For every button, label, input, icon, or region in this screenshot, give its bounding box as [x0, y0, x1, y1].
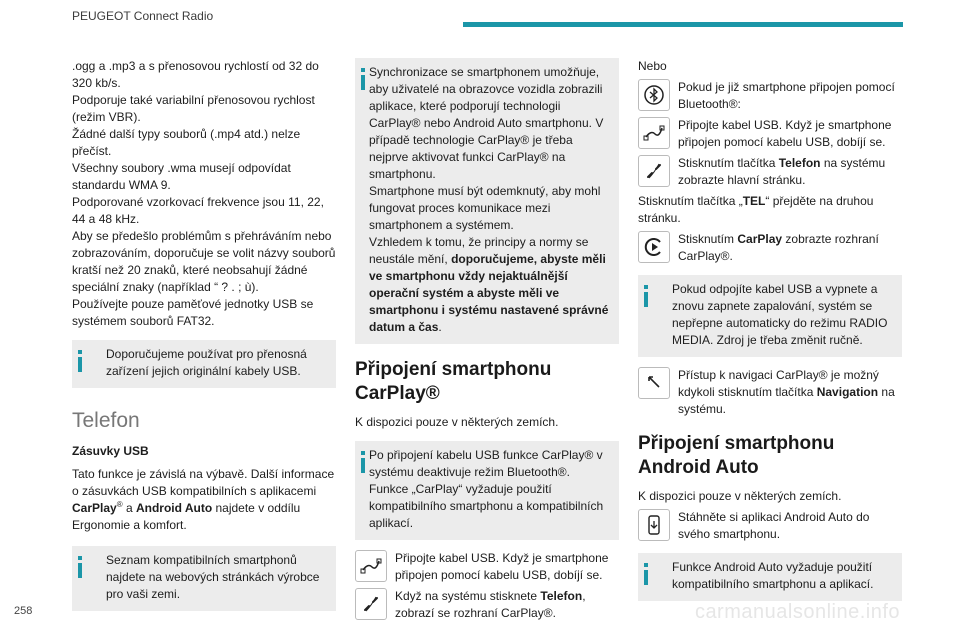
intro-line: Používejte pouze paměťové jednotky USB se systémem souborů FAT32.: [72, 297, 314, 328]
intro-line: Podporuje také variabilní přenosovou rychlost (režim VBR).: [72, 93, 315, 124]
phone-icon: [638, 155, 670, 187]
step-text: Pokud je již smartphone připojen pomocí Bluetooth®:: [678, 80, 895, 111]
note-text: Funkce „CarPlay“ vyžaduje použití kompatibilního smartphonu a kompatibilních aplikací.: [369, 482, 604, 530]
section-title: Telefon: [72, 409, 140, 432]
info-note: [638, 275, 902, 357]
carplay-icon: [638, 231, 670, 263]
phone-icon: [355, 588, 387, 620]
info-note: [355, 58, 619, 344]
intro-line: .ogg a .mp3 a s přenosovou rychlostí od 32 do 320 kb/s.: [72, 59, 319, 90]
intro-line: Aby se předešlo problémům s přehráváním nebo zobrazováním, doporučuje se volit názvy souborů kratší než 20 znaků, které neobsahují žádné speciální znaky (například “ ? . ; ù).: [72, 229, 336, 294]
info-icon: [644, 285, 648, 307]
tel-text-part: Stisknutím tlačítka „: [638, 194, 743, 208]
note-text: Vzhledem k tomu, že principy a normy se neustále mění, doporučujeme, abyste měli ve smartphonu vždy nejaktuálnější operační systém a abyste měli ve smartphonu i systému nastavené správné datum a čas.: [369, 235, 609, 334]
step-text-part: na systému.: [678, 385, 895, 416]
step-text-part: Stisknutím: [678, 232, 738, 246]
step-text-part: Když na systému stisknete: [395, 589, 541, 603]
note-text: Doporučujeme používat pro přenosná zařízení jejich originální kabely USB.: [106, 347, 307, 378]
usb-cable-icon: [638, 117, 670, 149]
step-phone: [355, 588, 619, 622]
smartphone-icon: [638, 509, 670, 541]
tel-text-part: “ přejděte na druhou stránku.: [638, 194, 874, 225]
info-note: [72, 546, 336, 611]
step-usb: [355, 550, 619, 584]
usb-text-b: najdete v oddílu Ergonomie a komfort.: [72, 501, 301, 532]
android-auto-heading: Připojení smartphonu Android Auto: [638, 433, 835, 478]
step-text: Připojte kabel USB. Když je smartphone připojen pomocí kabelu USB, dobíjí se.: [395, 551, 609, 582]
step-navigation: [638, 367, 902, 418]
step-carplay: [638, 231, 902, 265]
telefon-label: Telefon: [540, 589, 583, 603]
step-text-part: zobrazte rozhraní CarPlay®.: [678, 232, 879, 263]
step-text-part: Přístup k navigaci CarPlay® je možný kdykoli stisknutím tlačítka: [678, 368, 879, 399]
column-3: [638, 58, 902, 611]
navigation-label: Navigation: [816, 385, 879, 399]
carplay-label: CarPlay: [72, 501, 117, 515]
step-bluetooth: [638, 79, 902, 113]
carplay-label: CarPlay: [737, 232, 783, 246]
info-icon: [78, 556, 82, 578]
step-text-part: na systému zobrazte hlavní stránku.: [678, 156, 886, 187]
note-text: Seznam kompatibilních smartphonů najdete na webových stránkách výrobce pro vaši zemi.: [106, 553, 320, 601]
column-2: [355, 58, 619, 626]
step-usb: [638, 117, 902, 151]
info-icon: [78, 350, 82, 372]
info-icon: [361, 451, 365, 473]
note-text: Po připojení kabelu USB funkce CarPlay® v systému deaktivuje režim Bluetooth®.: [369, 448, 603, 479]
step-telefon: [638, 155, 902, 189]
usb-paragraph: Tato funkce je závislá na výbavě. Další informace o zásuvkách USB kompatibilních s aplikacemi CarPlay® a Android Auto najdete v oddílu Ergonomie a komfort.: [72, 467, 335, 532]
info-note: [355, 441, 619, 540]
step-text: [395, 588, 619, 622]
step-text: Stáhněte si aplikaci Android Auto do svého smartphonu.: [678, 510, 870, 541]
intro-line: Podporované vzorkovací frekvence jsou 11, 22, 44 a 48 kHz.: [72, 195, 324, 226]
navigation-icon: [638, 367, 670, 399]
header-accent-bar: [463, 22, 903, 27]
step-text-part: Stisknutím tlačítka: [678, 156, 779, 170]
info-note: [638, 553, 902, 601]
step-text-part: , zobrazí se rozhraní CarPlay®.: [395, 589, 586, 620]
info-note: [72, 340, 336, 388]
note-text: Funkce Android Auto vyžaduje použití kompatibilního smartphonu a aplikací.: [672, 560, 874, 591]
step-text: [678, 231, 902, 265]
column-1: [72, 58, 336, 621]
note-text-bold: doporučujeme, abyste měli ve smartphonu vždy nejaktuálnější operační systém a abyste měli ve smartphonu i systému nastavené správné datum a čas: [369, 252, 609, 334]
step-text: [678, 367, 902, 418]
step-text: [678, 155, 902, 189]
info-icon: [644, 563, 648, 585]
page-number: 258: [14, 605, 33, 617]
subheading: Zásuvky USB: [72, 444, 149, 458]
usb-and: a: [122, 501, 136, 515]
android-auto-label: Android Auto: [135, 501, 213, 515]
telefon-label: Telefon: [778, 156, 821, 170]
note-text-part: Vzhledem k tomu, že principy a normy se neustále mění,: [369, 235, 589, 266]
usb-text-a: Tato funkce je závislá na výbavě. Další informace o zásuvkách USB kompatibilních s aplikacemi: [72, 467, 335, 498]
note-text: Pokud odpojíte kabel USB a vypnete a znovu zapnete zapalování, systém se nepřepne automaticky do režimu RADIO MEDIA. Zdroj je třeba změnit ručně.: [672, 282, 888, 347]
or-text: Nebo: [638, 59, 667, 73]
step-download: [638, 509, 902, 543]
tel-paragraph: [638, 193, 902, 227]
tel-label: TEL: [742, 194, 766, 208]
intro-line: Žádné další typy souborů (.mp4 atd.) nelze přečíst.: [72, 127, 301, 158]
bluetooth-icon: [638, 79, 670, 111]
availability-text: K dispozici pouze v některých zemích.: [638, 489, 842, 503]
usb-cable-icon: [355, 550, 387, 582]
watermark: carmanualsonline.info: [694, 601, 900, 623]
header-title: PEUGEOT Connect Radio: [72, 9, 214, 23]
carplay-heading: Připojení smartphonu CarPlay®: [355, 359, 552, 404]
step-text: Připojte kabel USB. Když je smartphone připojen pomocí kabelu USB, dobíjí se.: [678, 118, 892, 149]
availability-text: K dispozici pouze v některých zemích.: [355, 415, 559, 429]
intro-line: Všechny soubory .wma musejí odpovídat standardu WMA 9.: [72, 161, 291, 192]
note-text: Smartphone musí být odemknutý, aby mohl fungovat proces komunikace mezi smartphonem a systémem.: [369, 184, 601, 232]
note-text: Synchronizace se smartphonem umožňuje, aby uživatelé na obrazovce vozidla zobrazili aplikace, které podporují technologii CarPlay® nebo Android Auto smartphonu. V případě technologie CarPlay® je třeba nejprve aktivovat funkci CarPlay® na smartphonu.: [369, 65, 604, 181]
info-icon: [361, 68, 365, 90]
